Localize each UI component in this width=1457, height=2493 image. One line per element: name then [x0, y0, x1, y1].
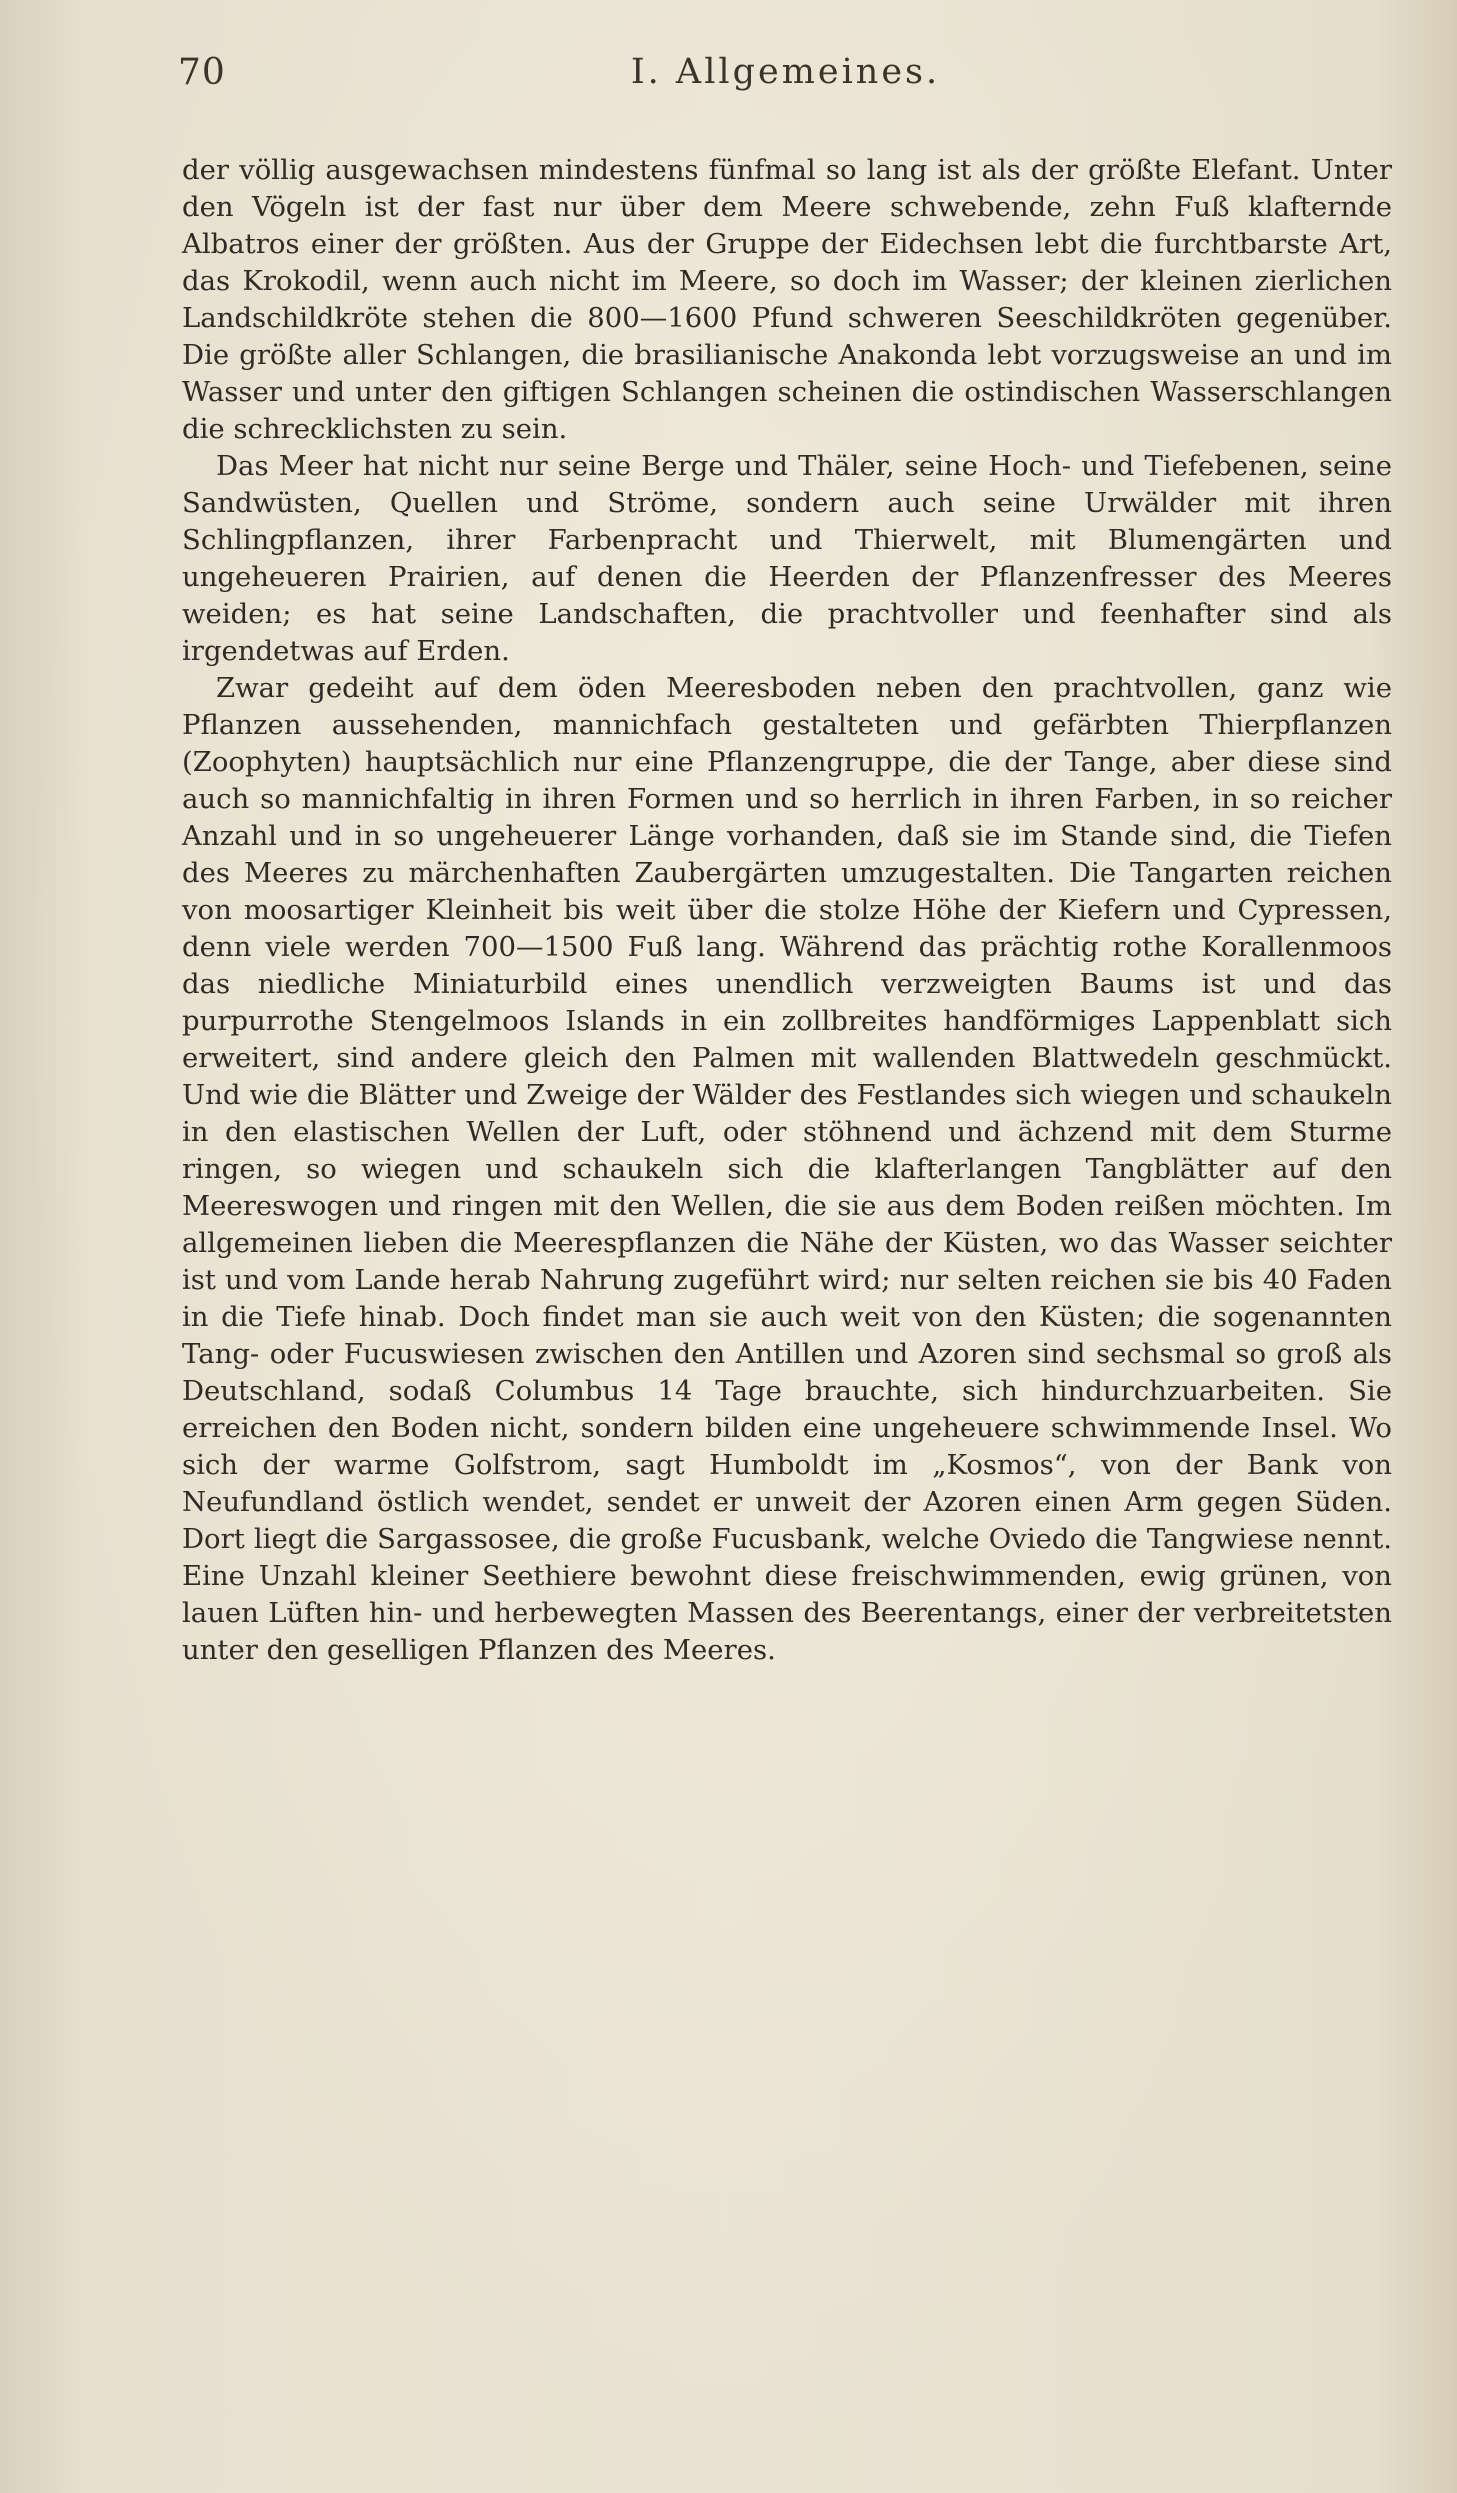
paragraph-continuation: der völlig ausgewachsen mindestens fünfmal so lang ist als der größte Elefant. Unter den Vögeln ist der fast nur über dem Meere schwebende, zehn Fuß klafternde Albatros einer der größten. Aus der Gruppe der Eidechsen lebt die furchtbarste Art, das Krokodil, wenn auch nicht im Meere, so doch im Wasser; der kleinen zierlichen Landschildkröte stehen die 800—1600 Pfund schweren Seeschildkröten gegenüber. Die größte aller Schlangen, die brasilianische Anakonda lebt vorzugsweise an und im Wasser und unter den giftigen Schlangen scheinen die ostindischen Wasserschlangen die schrecklichsten zu sein.	[182, 154, 1392, 445]
paragraph-sea-landscapes: Das Meer hat nicht nur seine Berge und Thäler, seine Hoch- und Tiefebenen, seine Sandwüsten, Quellen und Ströme, sondern auch seine Urwälder mit ihren Schlingpflanzen, ihrer Farbenpracht und Thierwelt, mit Blumengärten und ungeheueren Prairien, auf denen die Heerden der Pflanzenfresser des Meeres weiden; es hat seine Landschaften, die prachtvoller und feenhafter sind als irgendetwas auf Erden.	[182, 450, 1392, 667]
paragraph-sea-plants: Zwar gedeiht auf dem öden Meeresboden neben den prachtvollen, ganz wie Pflanzen aussehenden, mannichfach gestalteten und gefärbten Thierpflanzen (Zoophyten) hauptsächlich nur eine Pflanzengruppe, die der Tange, aber diese sind auch so mannichfaltig in ihren Formen und so herrlich in ihren Farben, in so reicher Anzahl und in so ungeheuerer Länge vorhanden, daß sie im Stande sind, die Tiefen des Meeres zu märchenhaften Zaubergärten umzugestalten. Die Tangarten reichen von moosartiger Kleinheit bis weit über die stolze Höhe der Kiefern und Cypressen, denn viele werden 700—1500 Fuß lang. Während das prächtig rothe Korallenmoos das niedliche Miniaturbild eines unendlich verzweigten Baums ist und das purpurrothe Stengelmoos Islands in ein zollbreites handförmiges Lappenblatt sich erweitert, sind andere gleich den Palmen mit wallenden Blattwedeln geschmückt. Und wie die Blätter und Zweige der Wälder des Festlandes sich wiegen und schaukeln in den elastischen Wellen der Luft, oder stöhnend und ächzend mit dem Sturme ringen, so wiegen und schaukeln sich die klafterlangen Tangblätter auf den Meereswogen und ringen mit den Wellen, die sie aus dem Boden reißen möchten. Im allgemeinen lieben die Meerespflanzen die Nähe der Küsten, wo das Wasser seichter ist und vom Lande herab Nahrung zugeführt wird; nur selten reichen sie bis 40 Faden in die Tiefe hinab. Doch findet man sie auch weit von den Küsten; die sogenannten Tang- oder Fucuswiesen zwischen den Antillen und Azoren sind sechsmal so groß als Deutschland, sodaß Columbus 14 Tage brauchte, sich hindurchzuarbeiten. Sie erreichen den Boden nicht, sondern bilden eine ungeheuere schwimmende Insel. Wo sich der warme Golfstrom, sagt Humboldt im „Kosmos“, von der Bank von Neufundland östlich wendet, sendet er unweit der Azoren einen Arm gegen Süden. Dort liegt die Sargassosee, die große Fucusbank, welche Oviedo die Tangwiese nennt. Eine Unzahl kleiner Seethiere bewohnt diese freischwimmenden, ewig grünen, von lauen Lüften hin- und herbewegten Massen des Beerentangs, einer der verbreitetsten unter den geselligen Pflanzen des Meeres.	[182, 672, 1392, 1666]
chapter-title: I. Allgemeines.	[630, 52, 941, 92]
running-head	[178, 52, 1393, 102]
text-body	[182, 152, 1392, 1669]
page-number: 70	[178, 52, 226, 93]
